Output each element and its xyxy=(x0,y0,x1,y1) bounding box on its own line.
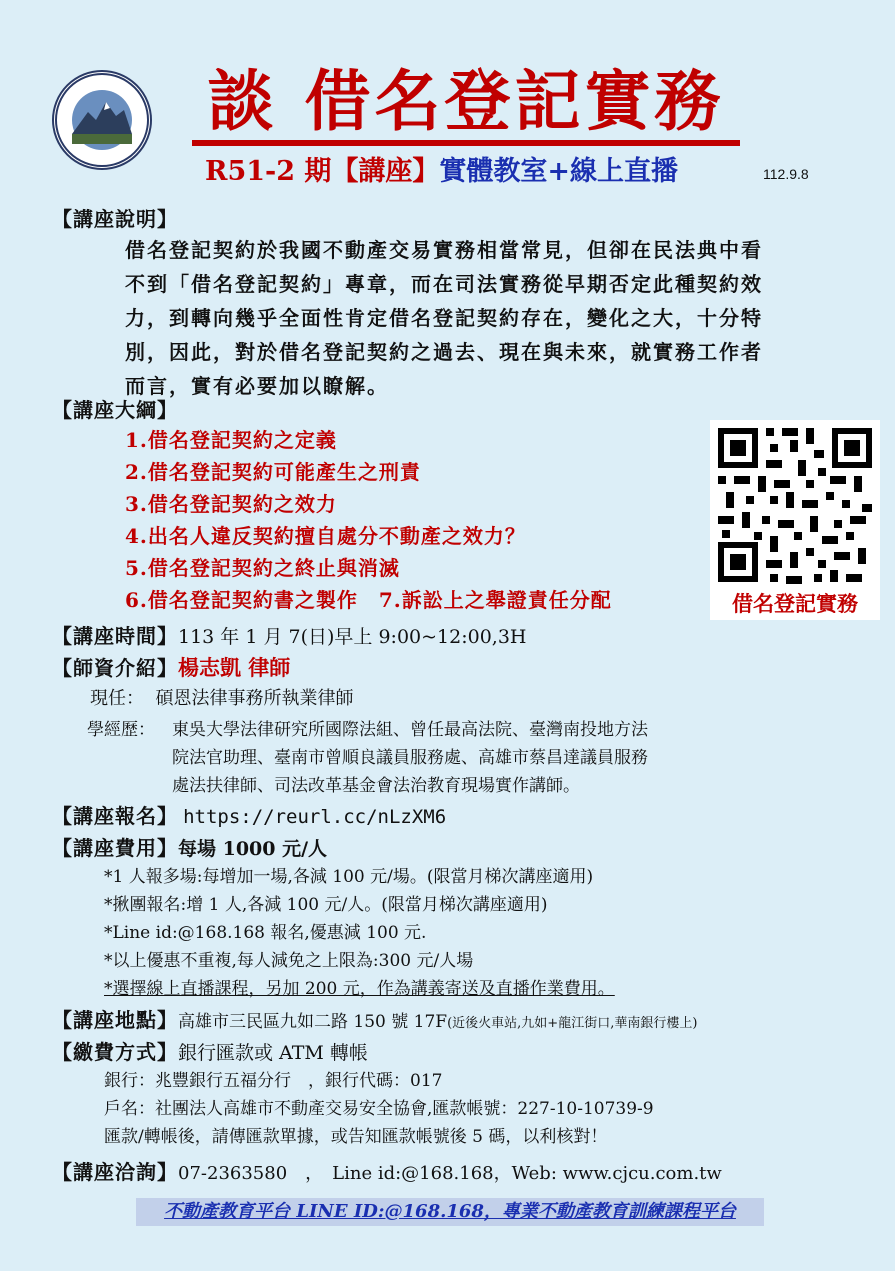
location-value: 高雄市三民區九如二路 150 號 17F xyxy=(178,1012,448,1032)
payment-label: 【繳費方式】 xyxy=(52,1040,178,1064)
description-line: 別，因此，對於借名登記契約之過去、現在與未來，就實務工作者 xyxy=(125,340,763,364)
description-line: 不到「借名登記契約」專章，而在司法實務從早期否定此種契約效 xyxy=(125,272,763,296)
outline-item: 3.借名登記契約之效力 xyxy=(125,492,337,516)
fee-note: *以上優惠不重複,每人減免之上限為:300 元/人場 xyxy=(104,951,474,971)
contact-label: 【講座洽詢】 xyxy=(52,1160,178,1184)
course-format: 實體教室+線上直播 xyxy=(439,156,679,187)
outline-label: 【講座大綱】 xyxy=(52,398,178,422)
time-value: 113 年 1 月 7(日)早上 9:00~12:00,3H xyxy=(178,626,527,648)
course-code: R51-2 期 xyxy=(205,156,332,187)
qr-caption: 借名登記實務 xyxy=(732,592,858,616)
speaker-name: 楊志凱 律師 xyxy=(178,656,291,680)
qr-code-block[interactable] xyxy=(710,420,880,620)
speaker-current xyxy=(90,686,353,712)
fee-note: *揪團報名:增 1 人,各減 100 元/人。(限當月梯次講座適用) xyxy=(104,895,548,915)
contact-value: 07-2363580 ， Line id:@168.168，Web: www.cjcu.com.tw xyxy=(178,1163,722,1184)
fee-value: 每場 1000 元/人 xyxy=(178,838,328,860)
fee-label: 【講座費用】 xyxy=(52,836,178,860)
payment-line: 戶名：社團法人高雄市不動產交易安全協會,匯款帳號：227-10-10739-9 xyxy=(104,1099,654,1119)
fee-note: *1 人報多場:每增加一場,各減 100 元/場。(限當月梯次講座適用) xyxy=(104,867,594,887)
platform-logo xyxy=(52,70,152,170)
time-row xyxy=(52,622,527,651)
page-title: 談 借名登記實務 xyxy=(192,62,740,146)
publish-date: 112.9.8 xyxy=(763,166,809,182)
time-label: 【講座時間】 xyxy=(52,624,178,648)
location-note: (近後火車站,九如+龍江街口,華南銀行樓上) xyxy=(447,1016,698,1031)
mountain-logo-icon xyxy=(54,72,150,168)
current-value: 碩恩法律事務所執業律師 xyxy=(155,688,354,709)
location-label: 【講座地點】 xyxy=(52,1008,178,1032)
registration-link[interactable]: https://reurl.cc/nLzXM6 xyxy=(183,806,447,828)
outline-item: 4.出名人違反契約擅自處分不動產之效力？ xyxy=(125,524,526,548)
footer-banner[interactable]: 不動產教育平台 LINE ID:@168.168，專業不動產教育訓練課程平台 xyxy=(136,1198,764,1226)
outline-item: 2.借名登記契約可能產生之刑責 xyxy=(125,460,421,484)
payment-value: 銀行匯款或 ATM 轉帳 xyxy=(178,1042,368,1064)
payment-line: 銀行：兆豐銀行五福分行 ，銀行代碼：017 xyxy=(104,1071,443,1091)
outline-list xyxy=(125,424,612,616)
fee-note: *選擇線上直播課程，另加 200 元，作為講義寄送及直播作業費用。 xyxy=(104,979,615,999)
current-label: 現任： xyxy=(90,688,144,709)
description-label: 【講座說明】 xyxy=(52,207,178,231)
speaker-row xyxy=(52,652,290,682)
course-type: 【講座】 xyxy=(331,156,440,187)
outline-item: 5.借名登記契約之終止與消滅 xyxy=(125,556,400,580)
registration-row xyxy=(52,802,446,831)
description-line: 而言，實有必要加以瞭解。 xyxy=(125,374,389,398)
payment-line: 匯款/轉帳後，請傳匯款單據，或告知匯款帳號後 5 碼，以利核對！ xyxy=(104,1127,608,1147)
qr-code-icon xyxy=(710,420,880,590)
location-row xyxy=(52,1006,697,1036)
speaker-exp-line: 院法官助理、臺南市曾順良議員服務處、高雄市蔡昌達議員服務 xyxy=(172,748,648,768)
outline-item: 1.借名登記契約之定義 xyxy=(125,428,337,452)
payment-row xyxy=(52,1038,368,1067)
fee-row xyxy=(52,834,327,863)
page-subtitle xyxy=(205,152,678,192)
registration-label: 【講座報名】 xyxy=(52,804,178,828)
outline-item: 6.借名登記契約書之製作 7.訴訟上之舉證責任分配 xyxy=(125,588,612,612)
description-line: 力，到轉向幾乎全面性肯定借名登記契約存在，變化之大，十分特 xyxy=(125,306,763,330)
fee-note: *Line id:@168.168 報名,優惠減 100 元. xyxy=(104,923,427,943)
contact-row xyxy=(52,1158,722,1188)
speaker-exp-line: 處法扶律師、司法改革基金會法治教育現場實作講師。 xyxy=(172,776,580,796)
speaker-exp-line: 東吳大學法律研究所國際法組、曾任最高法院、臺灣南投地方法 xyxy=(172,720,648,740)
description-text xyxy=(125,233,840,403)
description-line: 借名登記契約於我國不動產交易實務相當常見，但卻在民法典中看 xyxy=(125,238,763,262)
speaker-exp-label: 學經歷： xyxy=(87,720,155,740)
speaker-label: 【師資介紹】 xyxy=(52,656,178,680)
